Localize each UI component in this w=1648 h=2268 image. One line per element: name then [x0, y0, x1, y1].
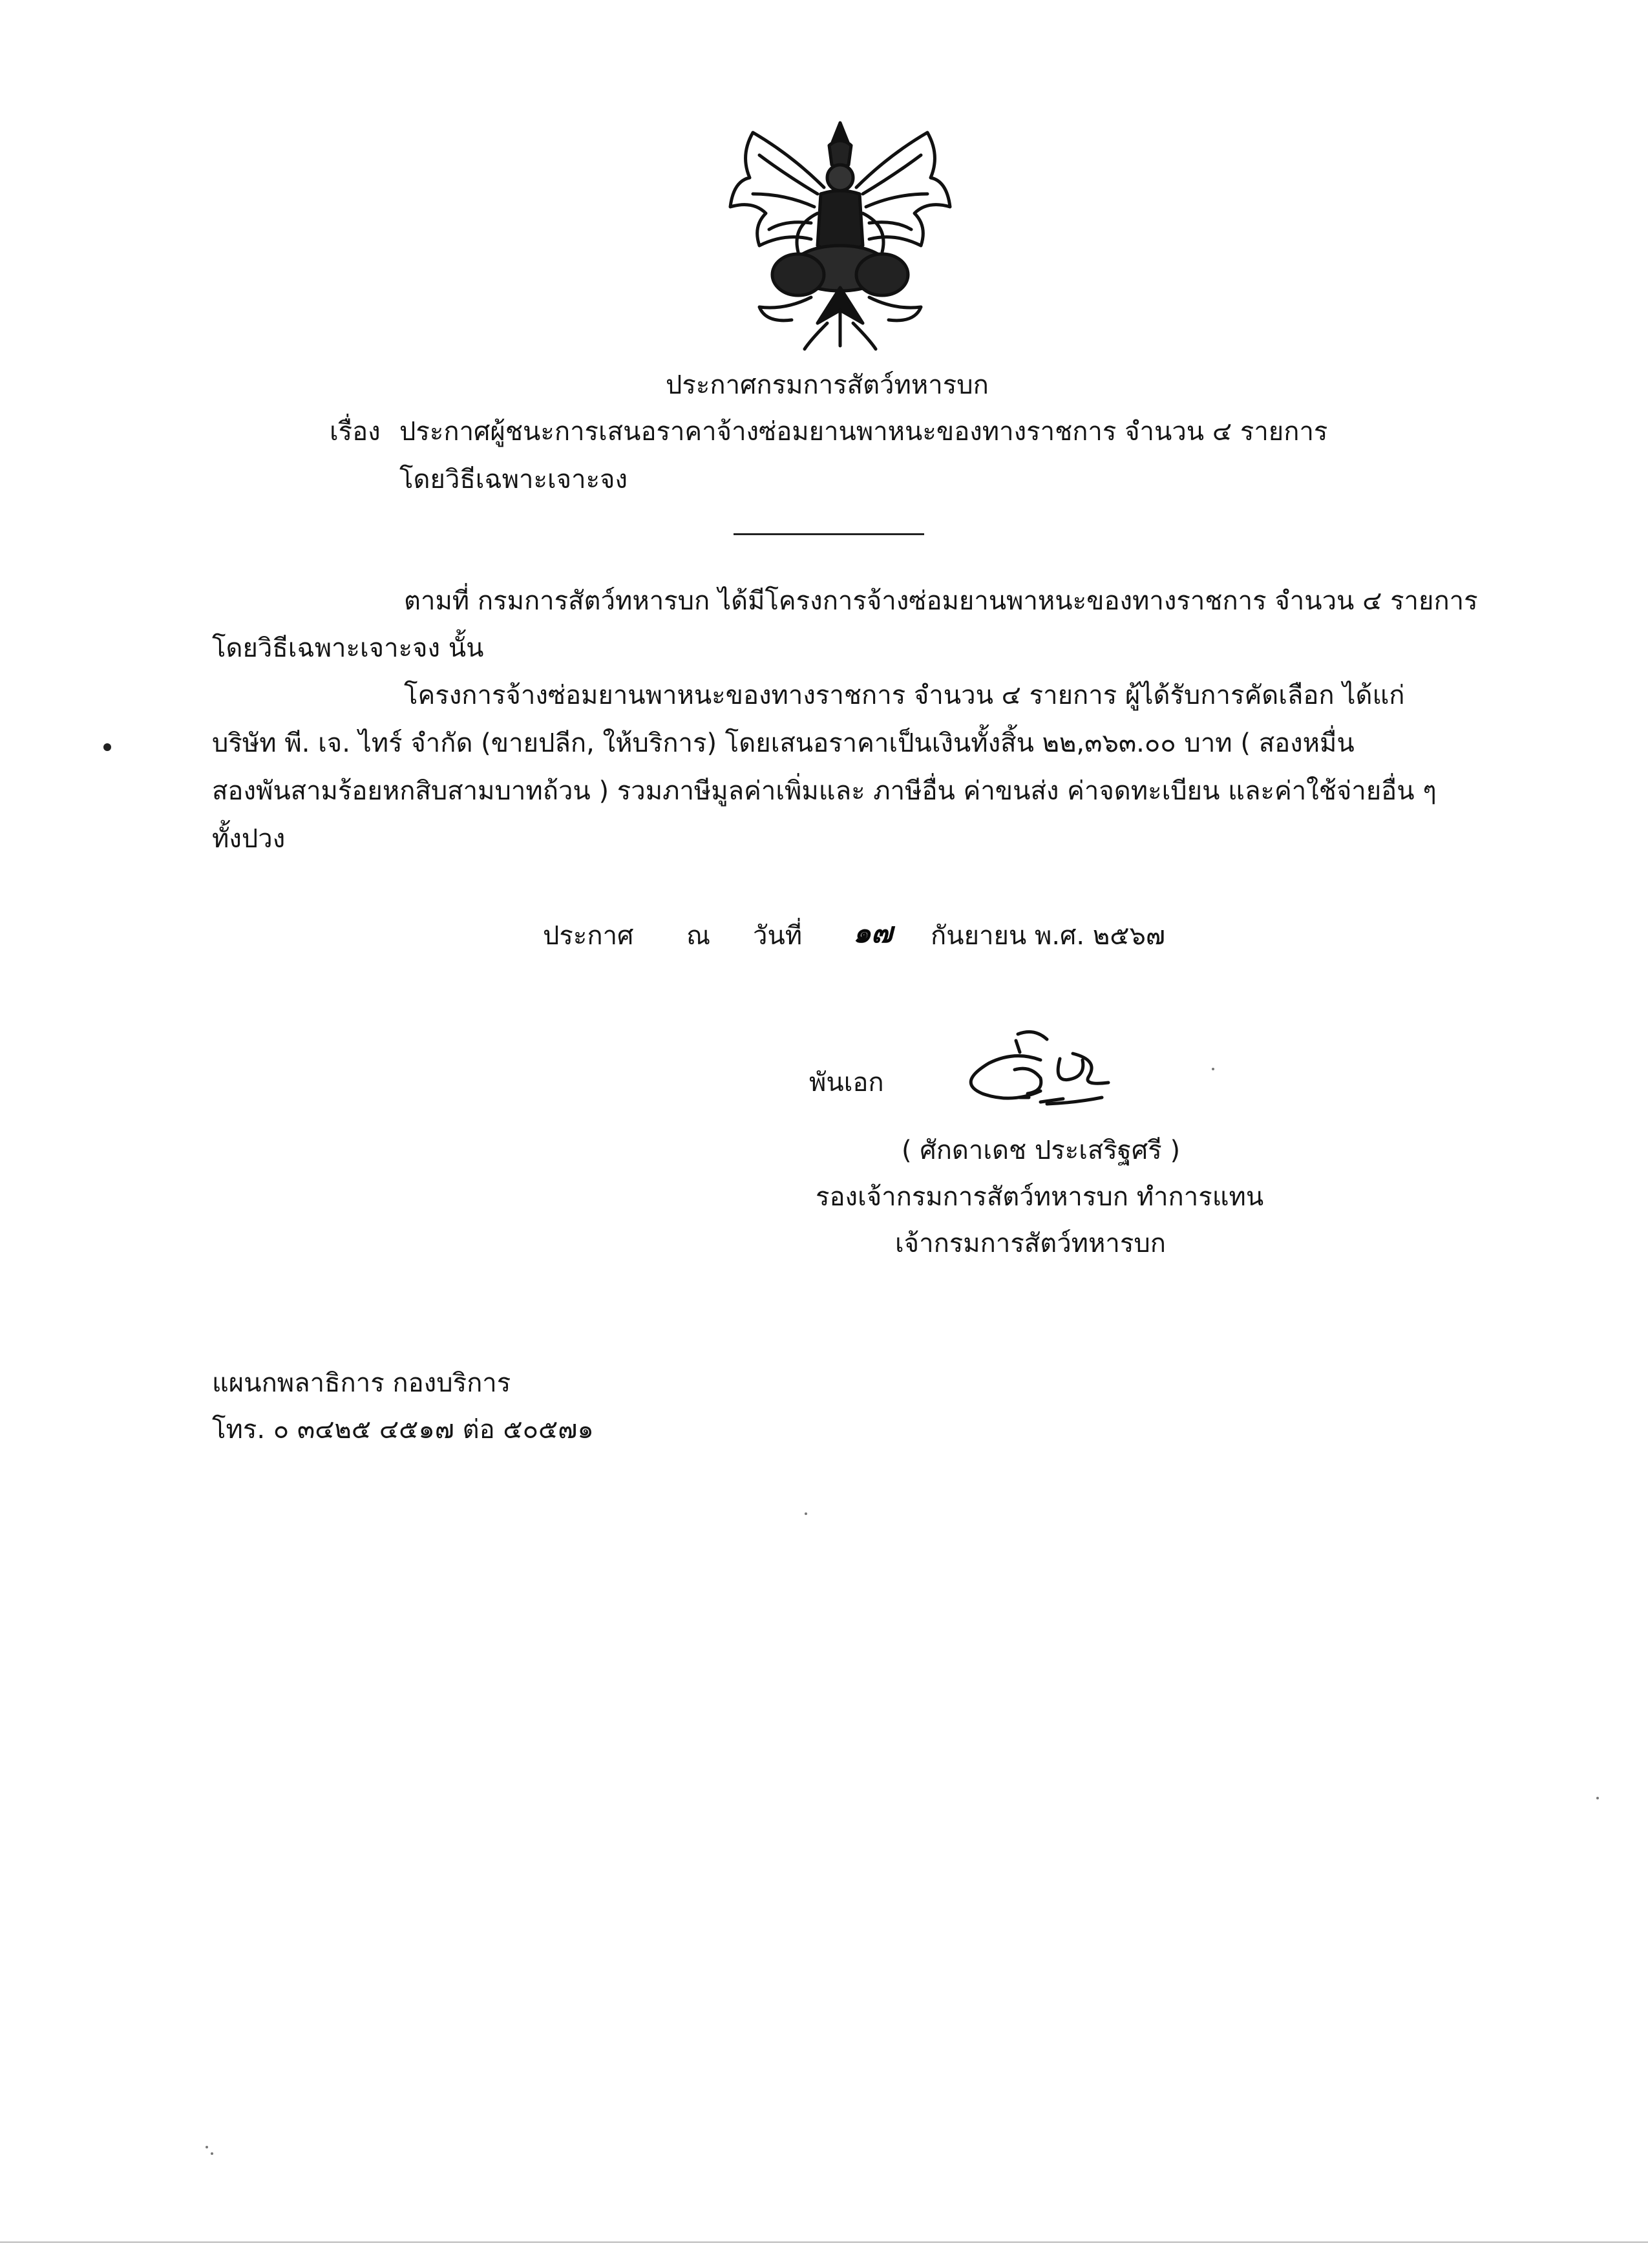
paragraph-1-line-1: ตามที่ กรมการสัตว์ทหารบก ได้มีโครงการจ้างซ่อมยานพาหนะของทางราชการ จำนวน ๔ รายการ	[404, 586, 1478, 616]
paragraph-2-line-4: ทั้งปวง	[212, 824, 286, 854]
announcement-month-year: กันยายน พ.ศ. ๒๕๖๗	[931, 921, 1165, 951]
paragraph-2-line-2: บริษัท พี. เจ. ไทร์ จำกัด (ขายปลีก, ให้บริการ) โดยเสนอราคาเป็นเงินทั้งสิ้น ๒๒,๓๖๓.๐๐ บาท ( สองหมื่น	[212, 728, 1355, 758]
subject-line-1: ประกาศผู้ชนะการเสนอราคาจ้างซ่อมยานพาหนะของทางราชการ จำนวน ๔ รายการ	[399, 417, 1328, 447]
scan-speck	[1596, 1797, 1599, 1799]
footer-phone: โทร. ๐ ๓๔๒๕ ๔๕๑๗ ต่อ ๕๐๕๗๑	[212, 1415, 594, 1445]
announcement-at: ณ	[686, 921, 711, 951]
scan-speck	[211, 2152, 213, 2155]
signatory-position-1: รองเจ้ากรมการสัตว์ทหารบก ทำการแทน	[816, 1182, 1264, 1212]
signatory-position-2: เจ้ากรมการสัตว์ทหารบก	[895, 1229, 1166, 1258]
footer-department: แผนกพลาธิการ กองบริการ	[212, 1368, 511, 1398]
document-title: ประกาศกรมการสัตว์ทหารบก	[666, 370, 989, 400]
announcement-prefix: ประกาศ	[543, 921, 634, 951]
signatory-name: ( ศักดาเดช ประเสริฐศรี )	[902, 1136, 1181, 1165]
scan-edge	[0, 2242, 1648, 2243]
signatory-rank: พันเอก	[809, 1068, 884, 1097]
announcement-day-handwritten: ๑๗	[853, 917, 893, 949]
scan-speck	[206, 2146, 208, 2148]
title-divider	[734, 533, 924, 535]
garuda-emblem	[714, 116, 966, 352]
subject-line-2: โดยวิธีเฉพาะเจาะจง	[399, 465, 628, 494]
paragraph-1-line-2: โดยวิธีเฉพาะเจาะจง นั้น	[212, 633, 484, 663]
margin-mark	[103, 743, 111, 751]
handwritten-signature	[944, 1021, 1131, 1115]
paragraph-2-line-1: โครงการจ้างซ่อมยานพาหนะของทางราชการ จำนวน ๔ รายการ ผู้ได้รับการคัดเลือก ได้แก่	[404, 681, 1405, 710]
subject-label: เรื่อง	[330, 417, 381, 447]
announcement-day-label: วันที่	[753, 921, 803, 951]
scan-speck	[1212, 1068, 1214, 1070]
scan-speck	[805, 1512, 807, 1515]
paragraph-2-line-3: สองพันสามร้อยหกสิบสามบาทถ้วน ) รวมภาษีมูลค่าเพิ่มและ ภาษีอื่น ค่าขนส่ง ค่าจดทะเบียน และค่าใช้จ่ายอื่น ๆ	[212, 776, 1437, 806]
